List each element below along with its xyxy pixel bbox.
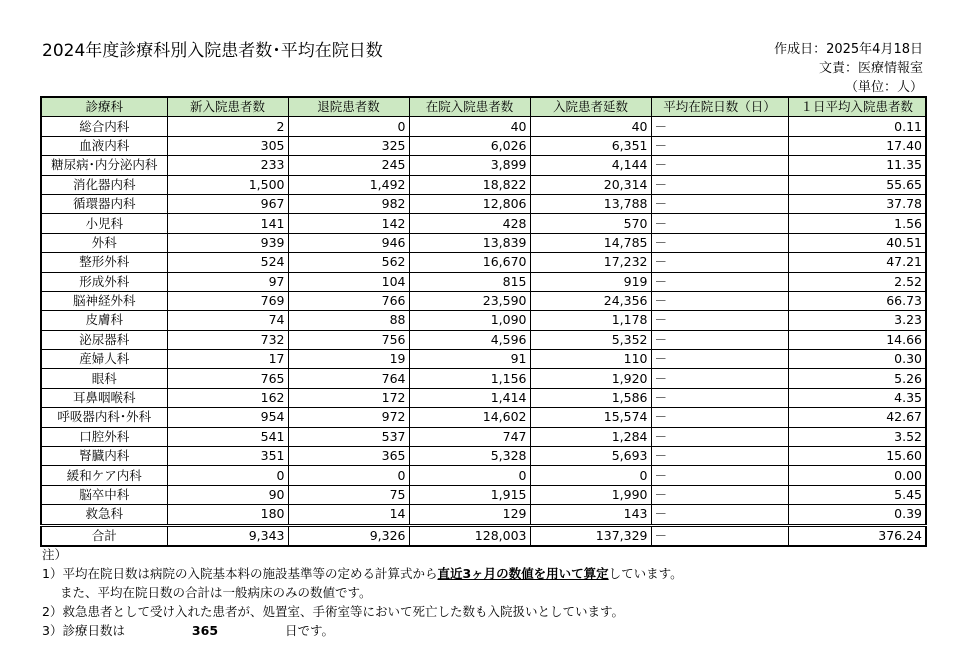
- cell-patient-days: 40: [530, 117, 651, 136]
- cell-avg-stay: －: [651, 485, 788, 504]
- cell-discharges: 756: [288, 330, 409, 349]
- note-2: 2）救急患者として受け入れた患者が、処置室、手術室等において死亡した数も入院扱いとしています。: [42, 604, 624, 619]
- note-1-continuation: また、平均在院日数の合計は一般病床のみの数値です。: [60, 585, 372, 600]
- cell-inpatients: 14,602: [409, 408, 530, 427]
- table-row: [41, 447, 926, 466]
- note-1-prefix: 1）平均在院日数は病院の入院基本料の施設基準等の定める計算式から: [42, 566, 438, 581]
- total-daily-avg: 376.24: [788, 525, 926, 546]
- cell-daily-avg: 5.26: [788, 369, 926, 388]
- cell-discharges: 365: [288, 447, 409, 466]
- cell-department: 耳鼻咽喉科: [41, 388, 167, 407]
- table-row: [41, 485, 926, 504]
- cell-new-admissions: 541: [167, 427, 288, 446]
- cell-new-admissions: 351: [167, 447, 288, 466]
- total-new-admissions: 9,343: [167, 525, 288, 546]
- note-1: [42, 564, 683, 583]
- cell-daily-avg: 66.73: [788, 291, 926, 310]
- cell-daily-avg: 11.35: [788, 156, 926, 175]
- cell-inpatients: 428: [409, 214, 530, 233]
- header-patient-days: 入院患者延数: [530, 97, 651, 117]
- cell-department: 外科: [41, 233, 167, 252]
- author: 文責：医療情報室: [818, 61, 923, 76]
- cell-daily-avg: 37.78: [788, 194, 926, 213]
- cell-discharges: 0: [288, 117, 409, 136]
- cell-discharges: 766: [288, 291, 409, 310]
- cell-inpatients: 1,915: [409, 485, 530, 504]
- cell-new-admissions: 305: [167, 136, 288, 155]
- cell-department: 緩和ケア内科: [41, 466, 167, 485]
- cell-inpatients: 129: [409, 505, 530, 525]
- table-row: [41, 233, 926, 252]
- cell-discharges: 14: [288, 505, 409, 525]
- table-row: [41, 369, 926, 388]
- header-avg-stay: 平均在院日数（日）: [651, 97, 788, 117]
- cell-new-admissions: 180: [167, 505, 288, 525]
- cell-patient-days: 13,788: [530, 194, 651, 213]
- cell-department: 循環器内科: [41, 194, 167, 213]
- cell-daily-avg: 0.30: [788, 350, 926, 369]
- cell-avg-stay: －: [651, 427, 788, 446]
- cell-avg-stay: －: [651, 505, 788, 525]
- cell-department: 血液内科: [41, 136, 167, 155]
- table-row: [41, 117, 926, 136]
- table-row: [41, 194, 926, 213]
- cell-department: 泌尿器科: [41, 330, 167, 349]
- cell-discharges: 19: [288, 350, 409, 369]
- cell-new-admissions: 769: [167, 291, 288, 310]
- cell-new-admissions: 0: [167, 466, 288, 485]
- cell-discharges: 245: [288, 156, 409, 175]
- cell-patient-days: 5,693: [530, 447, 651, 466]
- cell-daily-avg: 2.52: [788, 272, 926, 291]
- table-row: [41, 330, 926, 349]
- document-meta: [774, 40, 923, 97]
- cell-new-admissions: 954: [167, 408, 288, 427]
- cell-patient-days: 1,586: [530, 388, 651, 407]
- page-title: 2024年度診療科別入院患者数･平均在院日数: [42, 41, 383, 61]
- cell-discharges: 764: [288, 369, 409, 388]
- cell-department: 救急科: [41, 505, 167, 525]
- cell-inpatients: 1,090: [409, 311, 530, 330]
- cell-inpatients: 4,596: [409, 330, 530, 349]
- unit-label: （単位：人）: [844, 80, 923, 95]
- cell-inpatients: 6,026: [409, 136, 530, 155]
- total-discharges: 9,326: [288, 525, 409, 546]
- cell-patient-days: 17,232: [530, 253, 651, 272]
- cell-discharges: 0: [288, 466, 409, 485]
- cell-new-admissions: 524: [167, 253, 288, 272]
- cell-daily-avg: 5.45: [788, 485, 926, 504]
- note-3-days: 365: [191, 623, 219, 638]
- cell-department: 腎臓内科: [41, 447, 167, 466]
- total-label: 合計: [41, 525, 167, 546]
- cell-discharges: 172: [288, 388, 409, 407]
- cell-avg-stay: －: [651, 388, 788, 407]
- cell-avg-stay: －: [651, 253, 788, 272]
- cell-new-admissions: 765: [167, 369, 288, 388]
- table-row: [41, 253, 926, 272]
- cell-daily-avg: 40.51: [788, 233, 926, 252]
- total-avg-stay: －: [651, 525, 788, 546]
- cell-patient-days: 6,351: [530, 136, 651, 155]
- note-1-suffix: しています。: [608, 566, 683, 581]
- cell-inpatients: 5,328: [409, 447, 530, 466]
- cell-avg-stay: －: [651, 233, 788, 252]
- table-row: [41, 272, 926, 291]
- note-3-prefix: 3）診療日数は: [42, 623, 125, 638]
- cell-avg-stay: －: [651, 447, 788, 466]
- cell-daily-avg: 0.39: [788, 505, 926, 525]
- cell-inpatients: 16,670: [409, 253, 530, 272]
- cell-inpatients: 40: [409, 117, 530, 136]
- notes-heading: 注）: [42, 547, 68, 562]
- cell-daily-avg: 55.65: [788, 175, 926, 194]
- cell-new-admissions: 233: [167, 156, 288, 175]
- cell-patient-days: 1,178: [530, 311, 651, 330]
- cell-department: 総合内科: [41, 117, 167, 136]
- table-row: [41, 291, 926, 310]
- cell-patient-days: 919: [530, 272, 651, 291]
- cell-patient-days: 5,352: [530, 330, 651, 349]
- cell-discharges: 946: [288, 233, 409, 252]
- inpatient-table: [40, 96, 927, 547]
- table-row: [41, 214, 926, 233]
- cell-department: 形成外科: [41, 272, 167, 291]
- cell-avg-stay: －: [651, 194, 788, 213]
- cell-patient-days: 1,284: [530, 427, 651, 446]
- total-inpatients: 128,003: [409, 525, 530, 546]
- cell-daily-avg: 1.56: [788, 214, 926, 233]
- cell-new-admissions: 74: [167, 311, 288, 330]
- cell-department: 皮膚科: [41, 311, 167, 330]
- cell-discharges: 562: [288, 253, 409, 272]
- cell-inpatients: 23,590: [409, 291, 530, 310]
- cell-patient-days: 4,144: [530, 156, 651, 175]
- cell-inpatients: 1,156: [409, 369, 530, 388]
- cell-daily-avg: 4.35: [788, 388, 926, 407]
- cell-daily-avg: 0.11: [788, 117, 926, 136]
- table-header-row: [41, 97, 926, 117]
- cell-avg-stay: －: [651, 311, 788, 330]
- cell-department: 眼科: [41, 369, 167, 388]
- cell-daily-avg: 3.23: [788, 311, 926, 330]
- cell-department: 脳卒中科: [41, 485, 167, 504]
- cell-avg-stay: －: [651, 136, 788, 155]
- table-row: [41, 311, 926, 330]
- cell-daily-avg: 15.60: [788, 447, 926, 466]
- cell-department: 口腔外科: [41, 427, 167, 446]
- cell-department: 消化器内科: [41, 175, 167, 194]
- table-row: [41, 466, 926, 485]
- total-patient-days: 137,329: [530, 525, 651, 546]
- table-row: [41, 408, 926, 427]
- header-daily-avg: １日平均入院患者数: [788, 97, 926, 117]
- table-row: [41, 427, 926, 446]
- cell-avg-stay: －: [651, 408, 788, 427]
- notes-section: [42, 545, 683, 640]
- header-department: 診療科: [41, 97, 167, 117]
- cell-inpatients: 3,899: [409, 156, 530, 175]
- cell-discharges: 75: [288, 485, 409, 504]
- cell-new-admissions: 162: [167, 388, 288, 407]
- cell-avg-stay: －: [651, 291, 788, 310]
- header-discharges: 退院患者数: [288, 97, 409, 117]
- cell-avg-stay: －: [651, 117, 788, 136]
- header-new-admissions: 新入院患者数: [167, 97, 288, 117]
- cell-patient-days: 24,356: [530, 291, 651, 310]
- cell-new-admissions: 2: [167, 117, 288, 136]
- cell-inpatients: 747: [409, 427, 530, 446]
- cell-patient-days: 15,574: [530, 408, 651, 427]
- cell-avg-stay: －: [651, 214, 788, 233]
- cell-avg-stay: －: [651, 272, 788, 291]
- cell-department: 小児科: [41, 214, 167, 233]
- cell-discharges: 104: [288, 272, 409, 291]
- header-inpatients: 在院入院患者数: [409, 97, 530, 117]
- cell-department: 整形外科: [41, 253, 167, 272]
- cell-new-admissions: 967: [167, 194, 288, 213]
- cell-patient-days: 1,920: [530, 369, 651, 388]
- cell-discharges: 325: [288, 136, 409, 155]
- cell-inpatients: 815: [409, 272, 530, 291]
- cell-avg-stay: －: [651, 156, 788, 175]
- cell-avg-stay: －: [651, 369, 788, 388]
- cell-department: 呼吸器内科･外科: [41, 408, 167, 427]
- cell-discharges: 972: [288, 408, 409, 427]
- cell-patient-days: 20,314: [530, 175, 651, 194]
- cell-discharges: 982: [288, 194, 409, 213]
- cell-avg-stay: －: [651, 466, 788, 485]
- cell-inpatients: 12,806: [409, 194, 530, 213]
- note-3-suffix: 日です。: [284, 623, 334, 638]
- cell-inpatients: 18,822: [409, 175, 530, 194]
- cell-inpatients: 1,414: [409, 388, 530, 407]
- table-row: [41, 175, 926, 194]
- cell-patient-days: 110: [530, 350, 651, 369]
- cell-daily-avg: 47.21: [788, 253, 926, 272]
- cell-department: 糖尿病･内分泌内科: [41, 156, 167, 175]
- cell-patient-days: 143: [530, 505, 651, 525]
- cell-new-admissions: 732: [167, 330, 288, 349]
- table-row: [41, 350, 926, 369]
- cell-daily-avg: 42.67: [788, 408, 926, 427]
- cell-patient-days: 1,990: [530, 485, 651, 504]
- cell-avg-stay: －: [651, 350, 788, 369]
- note-3: [42, 621, 683, 640]
- cell-new-admissions: 97: [167, 272, 288, 291]
- cell-avg-stay: －: [651, 330, 788, 349]
- cell-patient-days: 0: [530, 466, 651, 485]
- table-row: [41, 388, 926, 407]
- table-total-row: [41, 525, 926, 546]
- cell-new-admissions: 141: [167, 214, 288, 233]
- created-date: 作成日：2025年4月18日: [774, 42, 923, 57]
- note-1-emphasis: 直近3ヶ月の数値を用いて算定: [437, 566, 609, 581]
- cell-department: 脳神経外科: [41, 291, 167, 310]
- cell-discharges: 88: [288, 311, 409, 330]
- table-row: [41, 136, 926, 155]
- table-row: [41, 156, 926, 175]
- cell-daily-avg: 3.52: [788, 427, 926, 446]
- cell-inpatients: 0: [409, 466, 530, 485]
- table-row: [41, 505, 926, 525]
- cell-department: 産婦人科: [41, 350, 167, 369]
- cell-daily-avg: 17.40: [788, 136, 926, 155]
- cell-inpatients: 13,839: [409, 233, 530, 252]
- cell-new-admissions: 17: [167, 350, 288, 369]
- cell-inpatients: 91: [409, 350, 530, 369]
- cell-discharges: 142: [288, 214, 409, 233]
- cell-patient-days: 14,785: [530, 233, 651, 252]
- cell-discharges: 537: [288, 427, 409, 446]
- cell-new-admissions: 90: [167, 485, 288, 504]
- cell-new-admissions: 939: [167, 233, 288, 252]
- cell-discharges: 1,492: [288, 175, 409, 194]
- cell-daily-avg: 14.66: [788, 330, 926, 349]
- cell-avg-stay: －: [651, 175, 788, 194]
- cell-new-admissions: 1,500: [167, 175, 288, 194]
- cell-patient-days: 570: [530, 214, 651, 233]
- cell-daily-avg: 0.00: [788, 466, 926, 485]
